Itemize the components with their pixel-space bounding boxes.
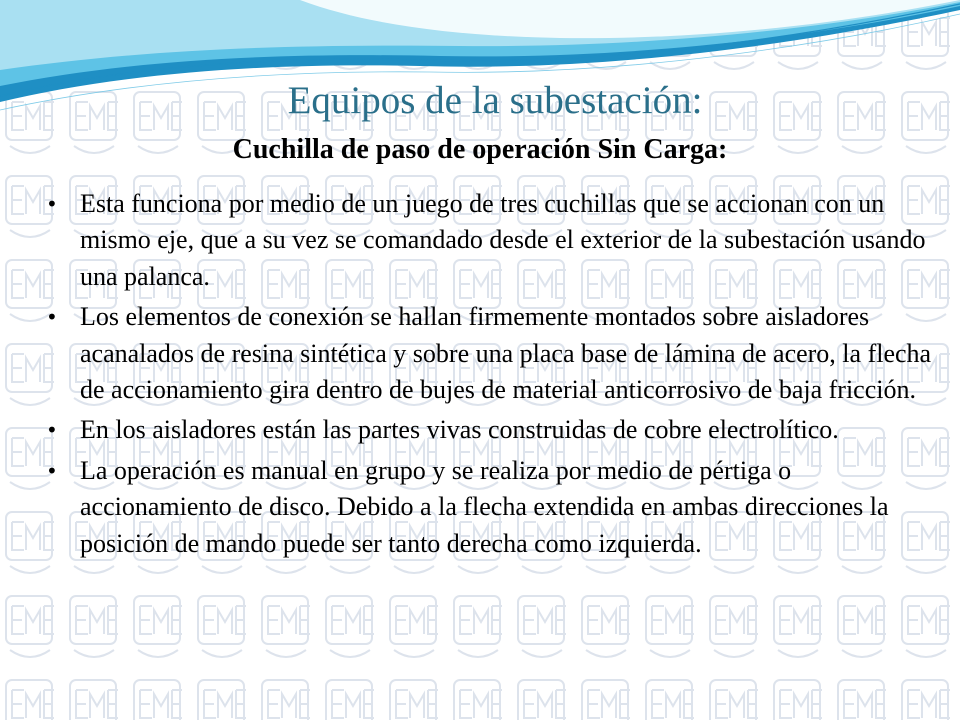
bullet-marker: • (46, 458, 58, 483)
slide-subtitle: Cuchilla de paso de operación Sin Carga: (232, 134, 728, 165)
bullet-text: Los elementos de conexión se hallan firmemente montados sobre aisladores acanalados de resina sintética y sobre una placa base de lámina de acero, la flecha de accionamiento gira dentro de bujes de material anticorrosivo de baja fricción. (80, 302, 932, 405)
bullet-text: En los aisladores están las partes vivas construidas de cobre electrolítico. (80, 415, 839, 445)
bullet-list (46, 186, 936, 566)
bullet-marker: • (46, 418, 58, 443)
bullet-item (46, 412, 936, 448)
slide-title: Equipos de la subestación: (287, 79, 703, 122)
bullet-text: Esta funciona por medio de un juego de tres cuchillas que se accionan con un mismo eje, que a su vez se comandado desde el exterior de la subestación usando una palanca. (80, 189, 926, 291)
bullet-item (46, 453, 936, 562)
bullet-item (46, 186, 936, 295)
bullet-item (46, 299, 936, 408)
bullet-marker: • (46, 305, 58, 330)
bullet-marker: • (46, 192, 58, 216)
bullet-text: La operación es manual en grupo y se realiza por medio de pértiga o accionamiento de disco. Debido a la flecha extendida en ambas direcciones la posición de mando puede ser tanto derecha como izquierda. (80, 455, 889, 558)
